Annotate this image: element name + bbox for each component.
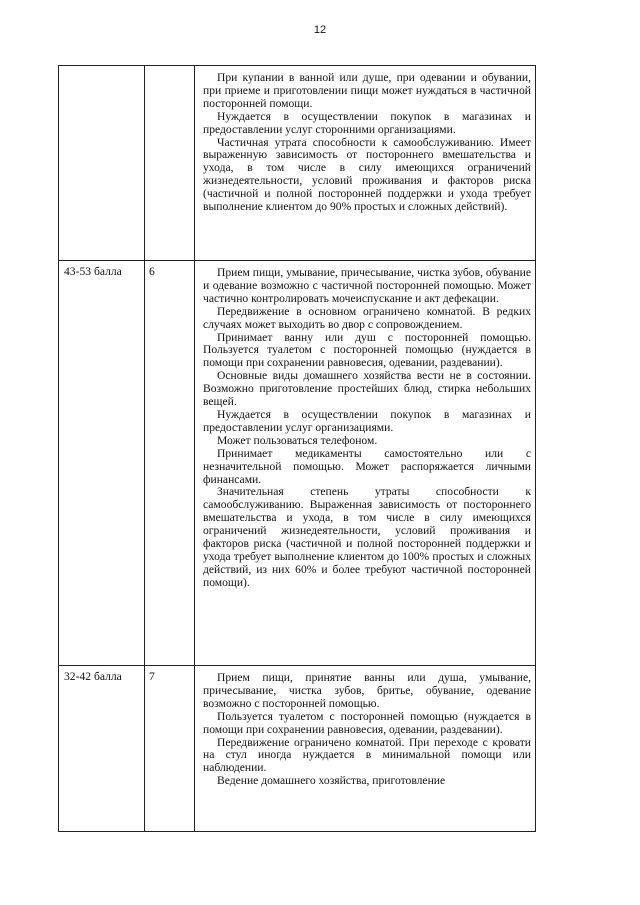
page-number: 12 — [313, 24, 327, 36]
description-paragraph: Прием пищи, умывание, причесывание, чистка зубов, обувание и одевание возможно с частичной посторонней помощью. Может частично контролировать мочеиспускание и акт дефекации. — [203, 266, 531, 305]
description-paragraph: Нуждается в осуществлении покупок в магазинах и предоставлении услуг сторонними организациями. — [203, 109, 531, 136]
description-paragraph: При купании в ванной или душе, при одевании и обувании, при приеме и приготовлении пищи может нуждаться в частичной посторонней помощи. — [203, 71, 531, 110]
table-row — [59, 666, 536, 832]
assessment-table — [58, 65, 536, 832]
description-paragraph: Ведение домашнего хозяйства, приготовление — [217, 774, 446, 788]
description-cell — [195, 261, 536, 666]
description-paragraph: Принимает медикаменты самостоятельно или с незначительной помощью. Может распоряжается личными финансами. — [203, 446, 531, 486]
description-paragraph: Пользуется туалетом с посторонней помощью (нуждается в помощи при сохранении равновесия, одевании, раздевании). — [203, 709, 531, 736]
description-paragraph: Значительная степень утраты способности к самообслуживанию. Выраженная зависимость от постороннего вмешательства и ухода, в том числе в силу имеющихся ограничений жизнедеятельности, условий проживания и факторов риска (частичной и полной посторонней поддержки и ухода требует выполнение клиентом до 100% простых и сложных действий, из них 60% и более требуют частичной посторонней помощи). — [203, 485, 531, 589]
group-cell: 6 — [145, 261, 195, 666]
score-cell: 43-53 балла — [59, 261, 145, 666]
description-paragraph: Передвижение в основном ограничено комнатой. В редких случаях может выходить во двор с сопровождением. — [203, 304, 531, 331]
description-paragraph: Частичная утрата способности к самообслуживанию. Имеет выраженную зависимость от постороннего вмешательства и ухода, в том числе в силу имеющихся ограничений жизнедеятельности, условий проживания и факторов риска (частичной и полной посторонней поддержки и ухода требует выполнение клиентом до 90% простых и сложных действий). — [203, 135, 531, 214]
description-paragraph: Передвижение ограничено комнатой. При переходе с кровати на стул иногда нуждается в минимальной помощи или наблюдении. — [203, 735, 531, 775]
description-paragraph: Основные виды домашнего хозяйства вести не в состоянии. Возможно приготовление простейших блюд, стирка небольших вещей. — [203, 369, 531, 409]
table-row — [59, 66, 536, 261]
description-cell — [195, 666, 536, 832]
description-cell — [195, 66, 536, 261]
table-row — [59, 261, 536, 666]
description-paragraph: Прием пищи, принятие ванны или душа, умывание, причесывание, чистка зубов, бритье, обувание, одевание возможно с посторонней помощью. — [203, 671, 531, 710]
score-cell — [59, 66, 145, 261]
description-paragraph: Нуждается в осуществлении покупок в магазинах и предоставлении услуг организациями. — [203, 407, 531, 434]
group-cell — [145, 66, 195, 261]
description-paragraph: Принимает ванну или душ с посторонней помощью. Пользуется туалетом с посторонней помощью (нуждается в помощи при сохранении равновесия, одевании, раздевании). — [203, 330, 531, 370]
group-cell: 7 — [145, 666, 195, 832]
score-cell: 32-42 балла — [59, 666, 145, 832]
description-paragraph: Может пользоваться телефоном. — [217, 433, 378, 447]
